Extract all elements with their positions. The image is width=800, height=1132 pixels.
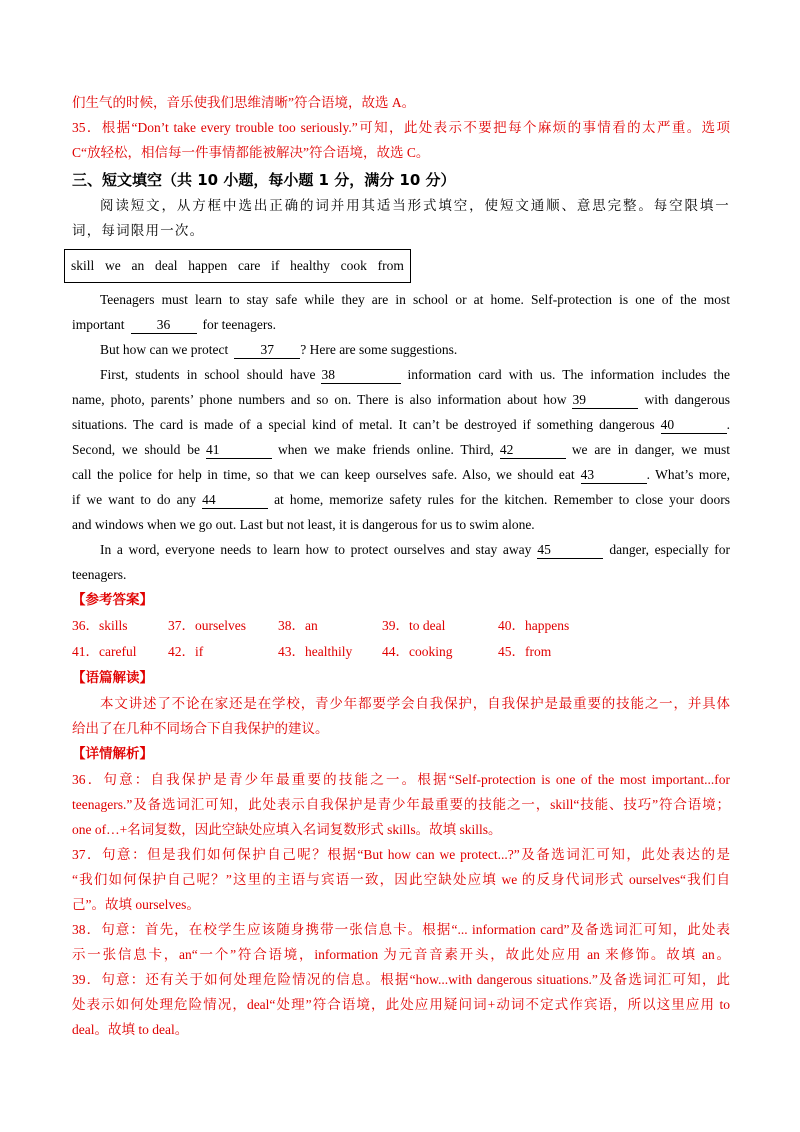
text: information card with us. The information includes the — [407, 367, 730, 382]
text: at home, memorize safety rules for the kitchen. Remember to close your doors — [274, 492, 730, 507]
blank-42: 42 — [500, 442, 566, 459]
passage-line — [72, 387, 730, 412]
detail-36: 36．句意：自我保护是青少年最重要的技能之一。根据“Self-protection is one of the most important...for — [72, 772, 730, 787]
detail-38: 示一张信息卡，an“一个”符合语境，information 为元音音素开头，故此处应用 an 来修饰。故填 an。 — [72, 947, 730, 962]
detail-36: one of…+名词复数，因此空缺处应填入名词复数形式 skills。故填 skills。 — [72, 822, 502, 837]
text: with dangerous — [644, 392, 731, 407]
text: name, photo, parents’ phone numbers and so on. There is also information about how — [72, 392, 567, 407]
text: when we make friends online. Third, — [277, 442, 494, 457]
answer-39: 39．to deal — [382, 618, 446, 633]
detail-38: 38．句意：首先，在校学生应该随身携带一张信息卡。根据“... information card”及备选词汇可知，此处表 — [72, 922, 730, 937]
summary-line: 本文讲述了不论在家还是在学校，青少年都要学会自我保护，自我保护是最重要的技能之一，并具体 — [100, 696, 730, 711]
passage-line — [72, 487, 730, 512]
passage-line — [72, 462, 730, 487]
passage-line: Teenagers must learn to stay safe while they are in school or at home. Self-protection is one of the most — [100, 292, 730, 307]
word-box: skill we an deal happen care if healthy cook from — [64, 249, 411, 283]
text: call the police for help in time, so that we can keep ourselves safe. Also, we should eat — [72, 467, 575, 482]
instructions-b: 词，每词限用一次。 — [72, 223, 205, 238]
q35-explanation-b: C“放轻松，相信每一件事情都能被解决”符合语境，故选 C。 — [72, 145, 430, 160]
answer-45: 45．from — [498, 644, 552, 659]
detail-36: teenagers.”及备选词汇可知，此处表示自我保护是青少年最重要的技能之一，skill“技能、技巧”符合语境； — [72, 797, 730, 812]
text: First, students in school should have — [100, 367, 316, 382]
summary-line: 给出了在几种不同场合下自我保护的建议。 — [72, 721, 329, 736]
passage-line — [72, 437, 730, 462]
text: . — [726, 417, 730, 432]
text: we are in danger, we must — [571, 442, 730, 457]
passage-line — [72, 312, 730, 337]
answer-row-2 — [72, 639, 730, 665]
blank-45: 45 — [537, 542, 603, 559]
passage-line — [72, 337, 730, 362]
detail-39: 39．句意：还有关于如何处理危险情况的信息。根据“how...with dangerous situations.”及备选词汇可知，此 — [72, 972, 730, 987]
instructions-a: 阅读短文，从方框中选出正确的词并用其适当形式填空，使短文通顺、意思完整。每空限填一 — [100, 198, 730, 213]
blank-44: 44 — [202, 492, 268, 509]
passage-line: teenagers. — [72, 567, 127, 582]
blank-43: 43 — [581, 467, 647, 484]
passage-line: and windows when we go out. Last but not least, it is dangerous for us to swim alone. — [72, 517, 535, 532]
blank-39: 39 — [572, 392, 638, 409]
document-page — [72, 90, 730, 1042]
detail-37: 37．句意：但是我们如何保护自己呢？根据“But how can we protect...?”及备选词汇可知，此处表达的是 — [72, 847, 730, 862]
answer-36: 36．skills — [72, 618, 128, 633]
answer-37: 37．ourselves — [168, 618, 246, 633]
answer-43: 43．healthily — [278, 644, 353, 659]
section-heading: 三、短文填空（共 10 小题，每小题 1 分，满分 10 分） — [72, 171, 456, 189]
text: important — [72, 317, 125, 332]
details-tag: 【详情解析】 — [72, 746, 153, 762]
answer-41: 41．careful — [72, 644, 137, 659]
detail-39: deal。故填 to deal。 — [72, 1022, 189, 1037]
detail-37: 己”。故填 ourselves。 — [72, 897, 200, 912]
text: Second, we should be — [72, 442, 200, 457]
answer-row-1 — [72, 613, 730, 639]
text: But how can we protect — [100, 342, 229, 357]
answer-44: 44．cooking — [382, 644, 453, 659]
q35-explanation-a: 35．根据“Don’t take every trouble too seriously.”可知，此处表示不要把每个麻烦的事情看的太严重。选项 — [72, 120, 730, 135]
text: situations. The card is made of a special kind of metal. It can’t be destroyed if something dangerous — [72, 417, 655, 432]
text: if we want to do any — [72, 492, 197, 507]
blank-38: 38 — [321, 367, 401, 384]
answer-42: 42．if — [168, 644, 204, 659]
text: . What’s more, — [646, 467, 731, 482]
blank-41: 41 — [206, 442, 272, 459]
detail-39: 处表示如何处理危险情况，deal“处理”符合语境，此处应用疑问词+动词不定式作宾语，所以这里应用 to — [72, 997, 730, 1012]
answer-38: 38．an — [278, 618, 318, 633]
answer-40: 40．happens — [498, 618, 570, 633]
blank-36: 36 — [131, 317, 197, 334]
passage-line — [72, 412, 730, 437]
prev-answer-line: 们生气的时候，音乐使我们思维清晰”符合语境，故选 A。 — [72, 95, 416, 110]
text: ? Here are some suggestions. — [300, 342, 458, 357]
answer-key-tag: 【参考答案】 — [72, 592, 153, 608]
text: danger, especially for — [609, 542, 730, 557]
blank-37: 37 — [234, 342, 300, 359]
detail-37: “我们如何保护自己呢？”这里的主语与宾语一致，因此空缺处应填 we 的反身代词形式 ourselves“我们自 — [72, 872, 730, 887]
summary-tag: 【语篇解读】 — [72, 670, 153, 686]
text: In a word, everyone needs to learn how to protect ourselves and stay away — [100, 542, 532, 557]
text: for teenagers. — [202, 317, 276, 332]
passage-line — [72, 362, 730, 387]
passage-line — [72, 537, 730, 562]
blank-40: 40 — [661, 417, 727, 434]
